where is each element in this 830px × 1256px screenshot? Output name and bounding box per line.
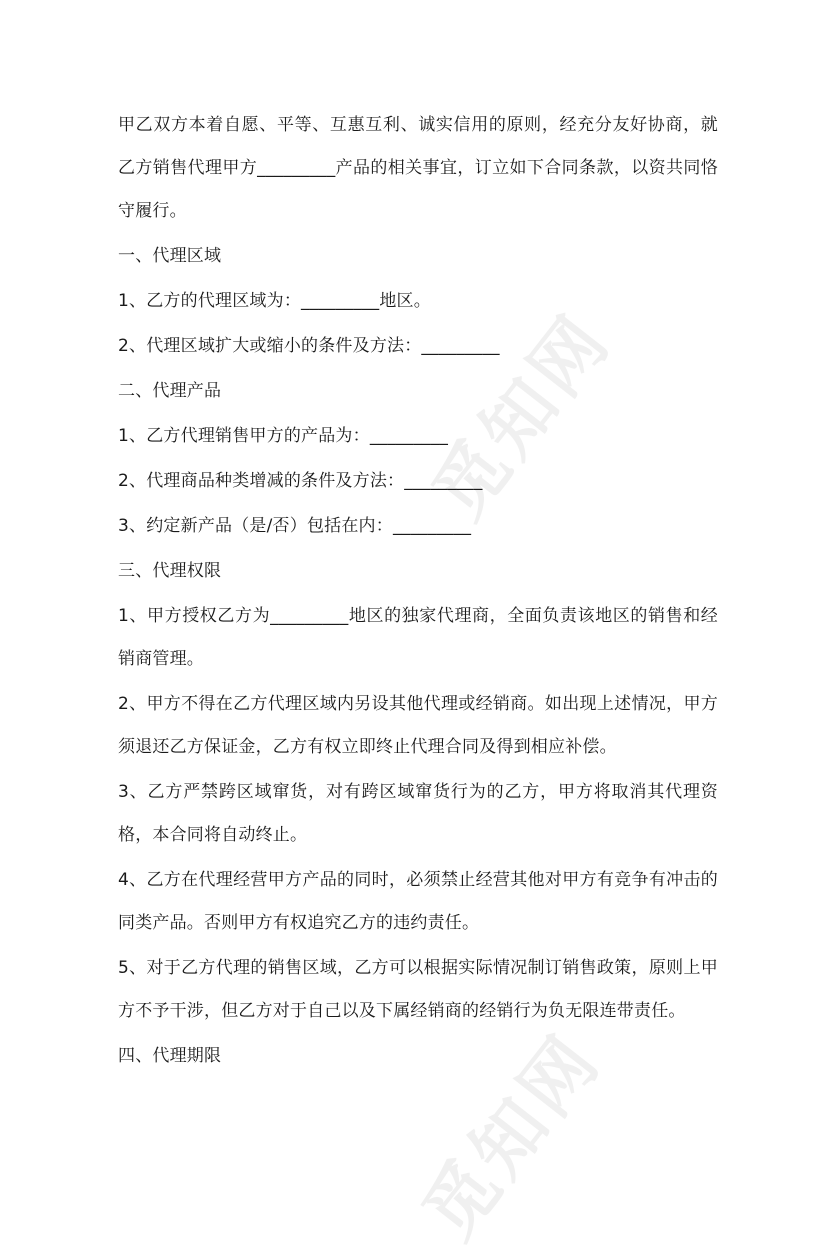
clause-authority-4: 4、乙方在代理经营甲方产品的同时，必须禁止经营其他对甲方有竞争有冲击的同类产品。否则甲方有权追究乙方的违约责任。	[118, 870, 718, 933]
clause-authority-3: 3、乙方严禁跨区域窜货，对有跨区域窜货行为的乙方，甲方将取消其代理资格，本合同将自动终止。	[118, 782, 718, 845]
document-body	[118, 104, 718, 1078]
clause-region-2: 2、代理区域扩大或缩小的条件及方法：_________	[118, 336, 500, 356]
clause-authority-1: 1、甲方授权乙方为_________地区的独家代理商，全面负责该地区的销售和经销商管理。	[118, 606, 718, 669]
watermark: 觅知网	[406, 1017, 617, 1254]
clause-authority-2: 2、甲方不得在乙方代理区域内另设其他代理或经销商。如出现上述情况，甲方须退还乙方保证金，乙方有权立即终止代理合同及得到相应补偿。	[118, 694, 718, 757]
clause-region-1: 1、乙方的代理区域为：_________地区。	[118, 291, 431, 311]
section-heading-product: 二、代理产品	[118, 381, 222, 401]
clause-product-2: 2、代理商品种类增减的条件及方法：_________	[118, 471, 483, 491]
section-heading-region: 一、代理区域	[118, 246, 222, 266]
section-heading-term: 四、代理期限	[118, 1046, 222, 1066]
clause-product-1: 1、乙方代理销售甲方的产品为：_________	[118, 426, 449, 446]
watermark: 觅知网	[416, 297, 627, 534]
clause-product-3: 3、约定新产品（是/否）包括在内：_________	[118, 516, 472, 536]
section-heading-authority: 三、代理权限	[118, 561, 222, 581]
clause-authority-5: 5、对于乙方代理的销售区域，乙方可以根据实际情况制订销售政策，原则上甲方不予干涉，但乙方对于自己以及下属经销商的经销行为负无限连带责任。	[118, 958, 718, 1021]
preamble-paragraph: 甲乙双方本着自愿、平等、互惠互利、诚实信用的原则，经充分友好协商，就乙方销售代理甲方_________产品的相关事宜，订立如下合同条款，以资共同恪守履行。	[118, 115, 718, 221]
